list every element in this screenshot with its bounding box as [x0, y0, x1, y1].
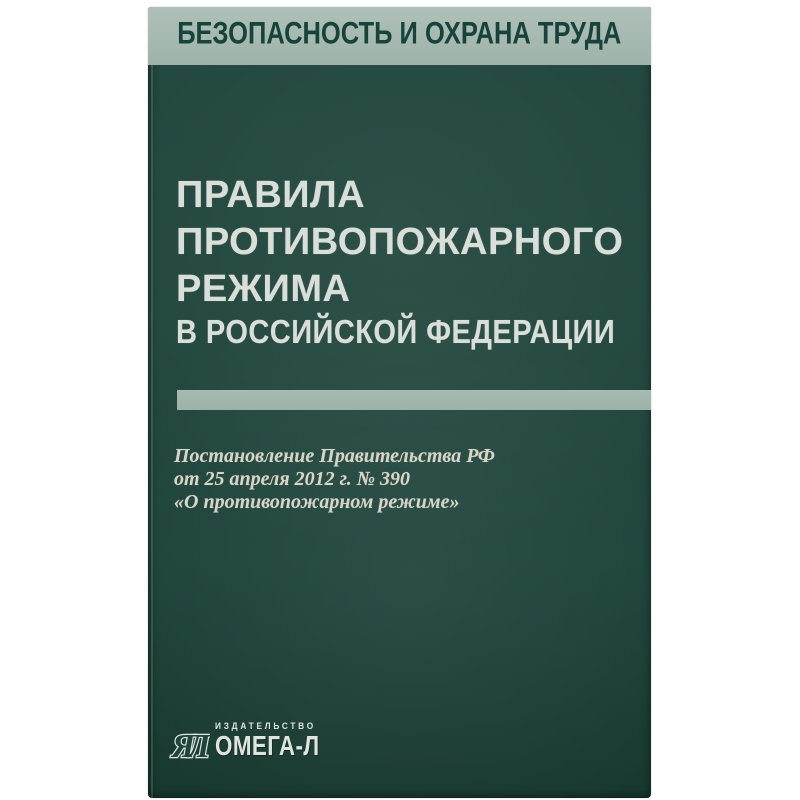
title-line-1: ПРАВИЛА [176, 174, 366, 216]
omega-l-monogram-icon [164, 724, 210, 768]
decree-line-2: от 25 апреля 2012 г. № 390 [174, 468, 411, 490]
publisher-name: ОМЕГА-Л [215, 730, 320, 761]
accent-stripe [177, 390, 651, 410]
subtitle: В РОССИЙСКОЙ ФЕДЕРАЦИИ [176, 313, 616, 350]
series-band [148, 7, 651, 65]
publisher-text [215, 721, 346, 762]
book-cover [148, 7, 651, 798]
svg-text:ЯЛ: ЯЛ [171, 728, 203, 765]
decree-line-1: Постановление Правительства РФ [174, 445, 495, 467]
title-block [176, 172, 636, 313]
series-title: БЕЗОПАСНОСТЬ И ОХРАНА ТРУДА [177, 16, 622, 51]
decree-line-3: «О противопожарном режиме» [174, 491, 460, 513]
imprint-label: ИЗДАТЕЛЬСТВО [215, 721, 316, 731]
title-line-3: РЕЖИМА [176, 268, 351, 310]
decree-block [174, 445, 604, 514]
publisher-logo [164, 721, 346, 768]
title-line-2: ПРОТИВОПОЖАРНОГО [176, 221, 624, 263]
